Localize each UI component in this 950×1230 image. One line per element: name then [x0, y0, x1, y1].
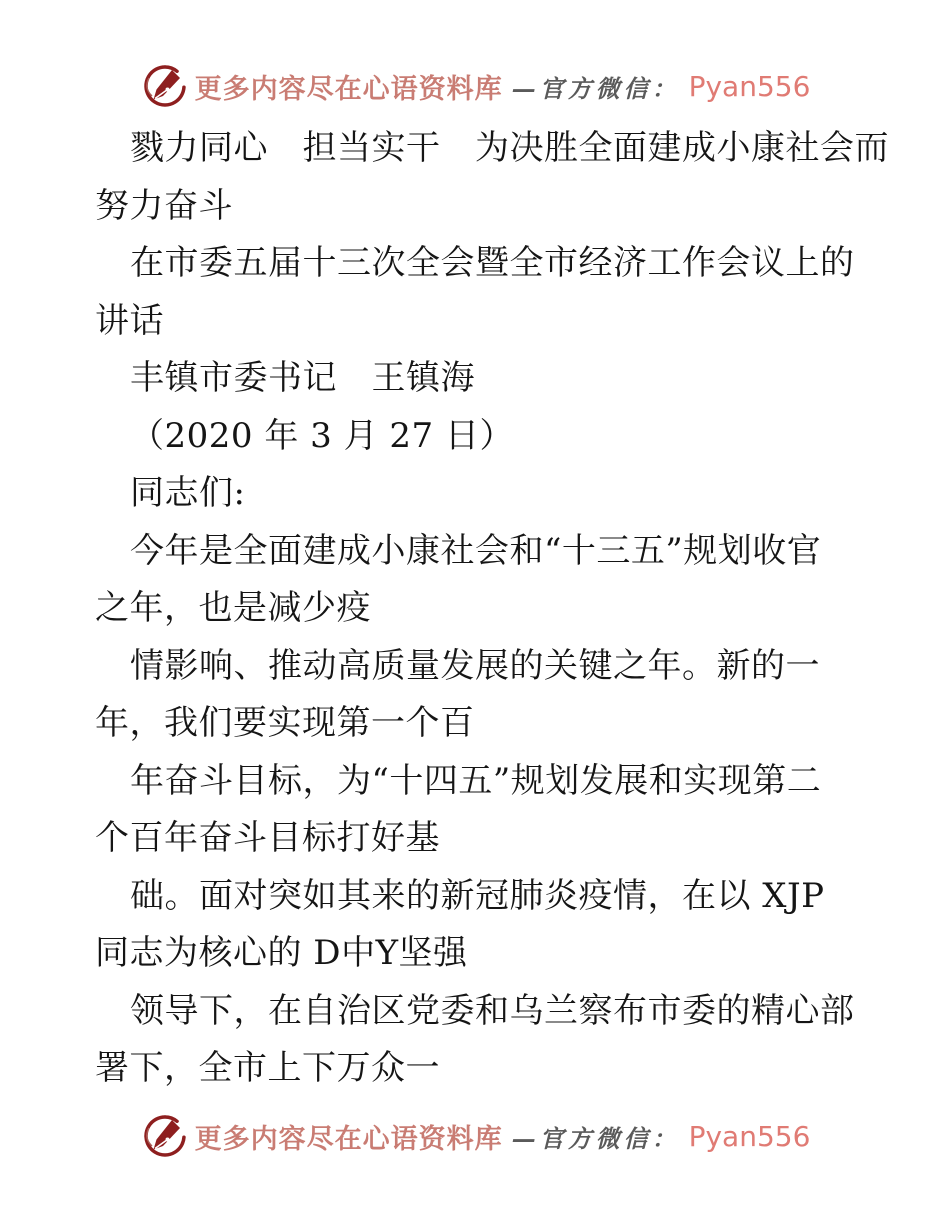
- brand-separator-text: —官方微信：: [511, 1123, 680, 1153]
- text-line: 个百年奋斗目标打好基: [95, 818, 440, 858]
- text-line: 努力奋斗: [95, 185, 233, 226]
- brand-text: 更多内容尽在心语资料库: [194, 1123, 503, 1155]
- document-body: [95, 120, 889, 1098]
- text-line: 之年，也是减少疫: [95, 588, 371, 628]
- text-line: 年奋斗目标，为“十四五”规划发展和实现第二: [130, 760, 822, 801]
- text-line: 领导下，在自治区党委和乌兰察布市委的精心部: [130, 990, 855, 1031]
- wechat-id: Pyan556: [688, 1119, 811, 1153]
- text-line: 情影响、推动高质量发展的关键之年。新的一: [130, 645, 820, 686]
- header-branding: [0, 62, 950, 110]
- text-line: 年，我们要实现第一个百: [95, 703, 475, 743]
- text-line: 丰镇市委书记 王镇海: [130, 358, 475, 398]
- text-line: 在市委五届十三次全会暨全市经济工作会议上的: [130, 243, 855, 283]
- pen-nib-circle-logo-icon: [140, 1113, 186, 1159]
- brand-text: 更多内容尽在心语资料库: [194, 73, 503, 105]
- footer-branding: [0, 1112, 950, 1160]
- wechat-id: Pyan556: [688, 69, 811, 103]
- text-line: 署下，全市上下万众一: [95, 1048, 440, 1088]
- text-line: 戮力同心 担当实干 为决胜全面建成小康社会而: [130, 128, 889, 168]
- text-line: 同志们:: [130, 473, 246, 513]
- text-line: 讲话: [95, 300, 164, 341]
- text-line: 础。面对突如其来的新冠肺炎疫情，在以 XJP: [130, 875, 825, 916]
- text-line: 同志为核心的 D中Y坚强: [95, 933, 468, 973]
- brand-separator-text: —官方微信：: [511, 73, 680, 103]
- text-line: （2020 年 3 月 27 日）: [130, 415, 514, 456]
- text-line: 今年是全面建成小康社会和“十三五”规划收官: [130, 530, 822, 571]
- pen-nib-circle-logo-icon: [140, 63, 186, 109]
